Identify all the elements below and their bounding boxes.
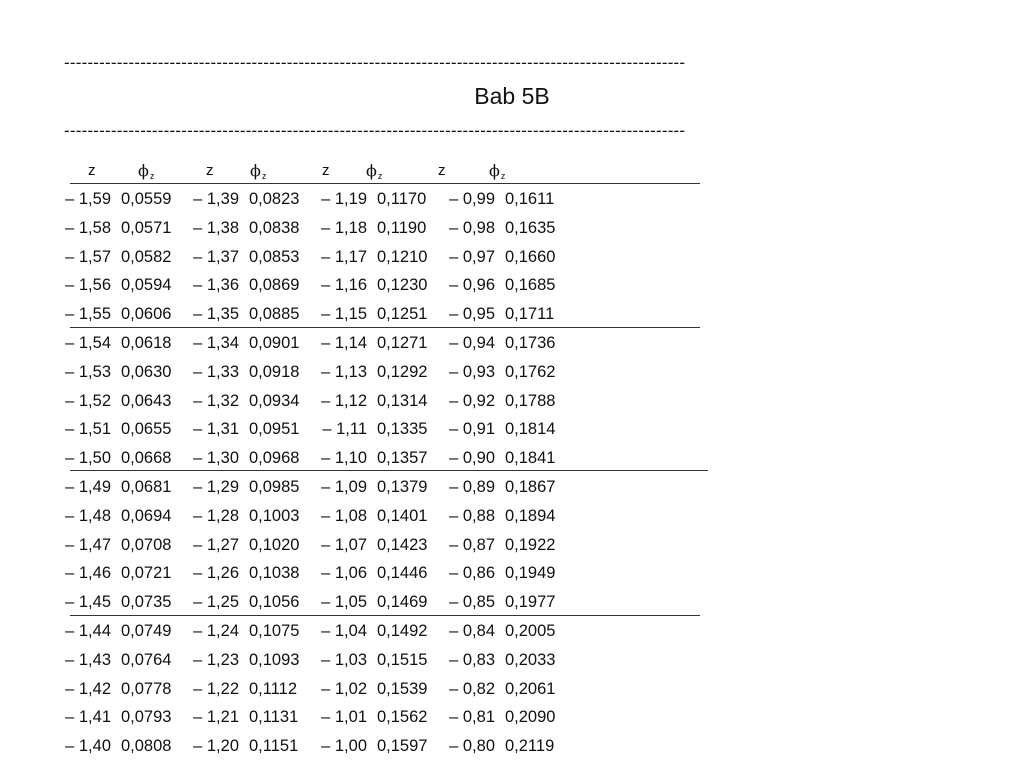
phi-symbol: ϕ [489, 161, 500, 180]
z-value: – 1,20 [193, 737, 239, 756]
z-value: – 1,28 [193, 506, 239, 525]
phi-symbol: ϕ [366, 161, 377, 180]
z-value: – 1,47 [65, 535, 111, 554]
phi-value: 0,1357 [377, 449, 428, 468]
phi-value: 0,0778 [121, 679, 172, 698]
phi-value: 0,0951 [249, 420, 300, 439]
phi-value: 0,1075 [249, 622, 300, 640]
z-value: – 0,84 [449, 622, 495, 640]
phi-value: 0,1112 [249, 679, 298, 698]
z-value: – 1,08 [321, 506, 367, 525]
z-value: – 1,16 [321, 276, 367, 295]
phi-value: 0,1841 [505, 449, 556, 468]
phi-value: 0,1469 [377, 593, 428, 612]
phi-value: 0,1335 [377, 420, 428, 439]
phi-subscript: z [500, 171, 506, 181]
table-separator-line [70, 615, 700, 616]
z-value: – 1,09 [321, 478, 367, 496]
z-value: – 1,34 [193, 334, 239, 352]
phi-value: 0,0749 [121, 622, 172, 640]
page-title: Bab 5B [474, 83, 550, 109]
z-value: – 1,10 [321, 449, 367, 468]
z-value: – 0,91 [449, 420, 495, 439]
phi-value: 0,0681 [121, 478, 172, 496]
z-value: – 1,59 [65, 190, 111, 208]
z-value: – 1,15 [321, 305, 367, 324]
phi-value: 0,2005 [505, 622, 556, 640]
z-value: – 1,37 [193, 247, 239, 266]
phi-value: 0,1597 [377, 737, 428, 756]
z-value: – 1,58 [65, 218, 111, 237]
phi-value: 0,1314 [377, 391, 428, 410]
phi-value: 0,1230 [377, 276, 428, 295]
phi-value: 0,0668 [121, 449, 172, 468]
phi-value: 0,1611 [505, 190, 555, 208]
phi-value: 0,0708 [121, 535, 172, 554]
z-value: – 1,24 [193, 622, 239, 640]
z-value: – 1,41 [65, 708, 111, 727]
phi-value: 0,1977 [505, 593, 556, 612]
z-value: – 1,46 [65, 564, 111, 583]
z-value: – 0,86 [449, 564, 495, 583]
phi-value: 0,0694 [121, 506, 172, 525]
column-header-z: z [88, 162, 96, 179]
phi-value: 0,0735 [121, 593, 172, 612]
z-value: – 1,29 [193, 478, 239, 496]
phi-value: 0,0618 [121, 334, 172, 352]
z-value: – 1,38 [193, 218, 239, 237]
phi-value: 0,1539 [377, 679, 428, 698]
phi-value: 0,2061 [505, 679, 556, 698]
z-value: – 1,00 [321, 737, 367, 756]
phi-value: 0,0630 [121, 362, 172, 381]
phi-subscript: z [261, 171, 267, 181]
z-value: – 1,12 [321, 391, 367, 410]
z-value: – 0,97 [449, 247, 495, 266]
z-value: – 0,89 [449, 478, 495, 496]
phi-value: 0,1292 [377, 362, 428, 381]
phi-subscript: z [377, 171, 383, 181]
top-dash-rule: ---------------------------------------------------------------------------------------------------------- [64, 53, 686, 72]
z-value: – 1,35 [193, 305, 239, 324]
z-value: – 1,30 [193, 449, 239, 468]
z-value: – 0,88 [449, 506, 495, 525]
z-value: – 1,19 [321, 190, 367, 208]
phi-value: 0,1711 [505, 305, 555, 324]
phi-value: 0,1056 [249, 593, 300, 612]
phi-value: 0,1660 [505, 247, 556, 266]
z-value: – 0,98 [449, 218, 495, 237]
z-value: – 1,22 [193, 679, 239, 698]
z-value: – 0,80 [449, 737, 495, 756]
z-value: – 0,96 [449, 276, 495, 295]
z-value: – 1,56 [65, 276, 111, 295]
z-value: – 1,44 [65, 622, 111, 640]
phi-value: 0,1515 [377, 650, 428, 669]
z-value: – 1,33 [193, 362, 239, 381]
phi-value: 0,1271 [377, 334, 428, 352]
phi-value: 0,0559 [121, 190, 172, 208]
phi-value: 0,0643 [121, 391, 172, 410]
phi-value: 0,0885 [249, 305, 300, 324]
z-value: – 1,06 [321, 564, 367, 583]
phi-value: 0,0582 [121, 247, 172, 266]
z-value: – 1,13 [321, 362, 367, 381]
z-value: – 1,32 [193, 391, 239, 410]
table-separator-line [70, 470, 708, 471]
z-value: – 1,11 [322, 420, 367, 439]
phi-value: 0,0901 [249, 334, 300, 352]
phi-value: 0,1922 [505, 535, 556, 554]
phi-value: 0,0869 [249, 276, 300, 295]
phi-value: 0,1423 [377, 535, 428, 554]
phi-value: 0,1170 [377, 190, 427, 208]
z-value: – 1,25 [193, 593, 239, 612]
z-value: – 1,55 [65, 305, 111, 324]
phi-value: 0,0571 [121, 218, 172, 237]
z-value: – 1,51 [65, 420, 111, 439]
phi-value: 0,1788 [505, 391, 556, 410]
z-value: – 0,95 [449, 305, 495, 324]
phi-value: 0,0918 [249, 362, 300, 381]
phi-value: 0,1038 [249, 564, 300, 583]
z-value: – 1,02 [321, 679, 367, 698]
phi-value: 0,1379 [377, 478, 428, 496]
z-value: – 1,45 [65, 593, 111, 612]
z-value: – 0,92 [449, 391, 495, 410]
phi-value: 0,1190 [377, 218, 427, 237]
phi-value: 0,1949 [505, 564, 556, 583]
z-value: – 0,90 [449, 449, 495, 468]
phi-value: 0,1894 [505, 506, 556, 525]
phi-symbol: ϕ [250, 161, 261, 180]
z-value: – 1,36 [193, 276, 239, 295]
phi-value: 0,0968 [249, 449, 300, 468]
z-value: – 1,53 [65, 362, 111, 381]
bottom-dash-rule: ---------------------------------------------------------------------------------------------------------- [64, 121, 686, 140]
phi-value: 0,0838 [249, 218, 300, 237]
z-value: – 0,83 [449, 650, 495, 669]
phi-value: 0,1762 [505, 362, 556, 381]
phi-value: 0,0594 [121, 276, 172, 295]
phi-symbol: ϕ [138, 161, 149, 180]
z-value: – 0,94 [449, 334, 495, 352]
phi-value: 0,1562 [377, 708, 428, 727]
phi-value: 0,1446 [377, 564, 428, 583]
z-value: – 1,40 [65, 737, 111, 756]
phi-value: 0,1093 [249, 650, 300, 669]
phi-value: 0,1736 [505, 334, 556, 352]
z-value: – 1,48 [65, 506, 111, 525]
z-value: – 1,52 [65, 391, 111, 410]
phi-value: 0,1131 [249, 708, 299, 727]
table-separator-line [70, 327, 700, 328]
table-separator-line [70, 183, 700, 184]
phi-value: 0,0823 [249, 190, 300, 208]
phi-subscript: z [149, 171, 155, 181]
phi-value: 0,1685 [505, 276, 556, 295]
phi-value: 0,2033 [505, 650, 556, 669]
phi-value: 0,1251 [377, 305, 428, 324]
phi-value: 0,1867 [505, 478, 556, 496]
phi-value: 0,0764 [121, 650, 172, 669]
z-value: – 0,87 [449, 535, 495, 554]
z-value: – 0,93 [449, 362, 495, 381]
z-value: – 1,03 [321, 650, 367, 669]
phi-value: 0,0655 [121, 420, 172, 439]
z-value: – 1,23 [193, 650, 239, 669]
z-value: – 0,81 [449, 708, 495, 727]
phi-value: 0,1492 [377, 622, 428, 640]
phi-value: 0,1401 [377, 506, 428, 525]
z-value: – 0,82 [449, 679, 495, 698]
phi-value: 0,1210 [377, 247, 428, 266]
phi-value: 0,0934 [249, 391, 300, 410]
phi-value: 0,0606 [121, 305, 172, 324]
z-value: – 1,39 [193, 190, 239, 208]
z-value: – 0,85 [449, 593, 495, 612]
phi-value: 0,1814 [505, 420, 556, 439]
z-value: – 1,18 [321, 218, 367, 237]
phi-value: 0,1003 [249, 506, 300, 525]
phi-value: 0,0808 [121, 737, 172, 756]
column-header-z: z [206, 162, 214, 179]
z-value: – 1,07 [321, 535, 367, 554]
phi-value: 0,1151 [249, 737, 299, 756]
phi-value: 0,2090 [505, 708, 556, 727]
z-value: – 1,57 [65, 247, 111, 266]
z-value: – 1,05 [321, 593, 367, 612]
z-value: – 1,17 [321, 247, 367, 266]
z-value: – 1,01 [321, 708, 367, 727]
z-value: – 1,21 [193, 708, 239, 727]
column-header-z: z [322, 162, 330, 179]
z-value: – 1,42 [65, 679, 111, 698]
phi-value: 0,0721 [121, 564, 172, 583]
phi-value: 0,1635 [505, 218, 556, 237]
z-value: – 1,04 [321, 622, 367, 640]
z-value: – 1,54 [65, 334, 111, 352]
z-value: – 0,99 [449, 190, 495, 208]
phi-value: 0,0985 [249, 478, 300, 496]
phi-value: 0,0793 [121, 708, 172, 727]
z-value: – 1,43 [65, 650, 111, 669]
column-header-z: z [438, 162, 446, 179]
z-value: – 1,27 [193, 535, 239, 554]
phi-value: 0,1020 [249, 535, 300, 554]
z-value: – 1,14 [321, 334, 367, 352]
z-value: – 1,49 [65, 478, 111, 496]
phi-value: 0,2119 [505, 737, 555, 756]
z-value: – 1,31 [193, 420, 239, 439]
phi-value: 0,0853 [249, 247, 300, 266]
z-value: – 1,50 [65, 449, 111, 468]
z-value: – 1,26 [193, 564, 239, 583]
